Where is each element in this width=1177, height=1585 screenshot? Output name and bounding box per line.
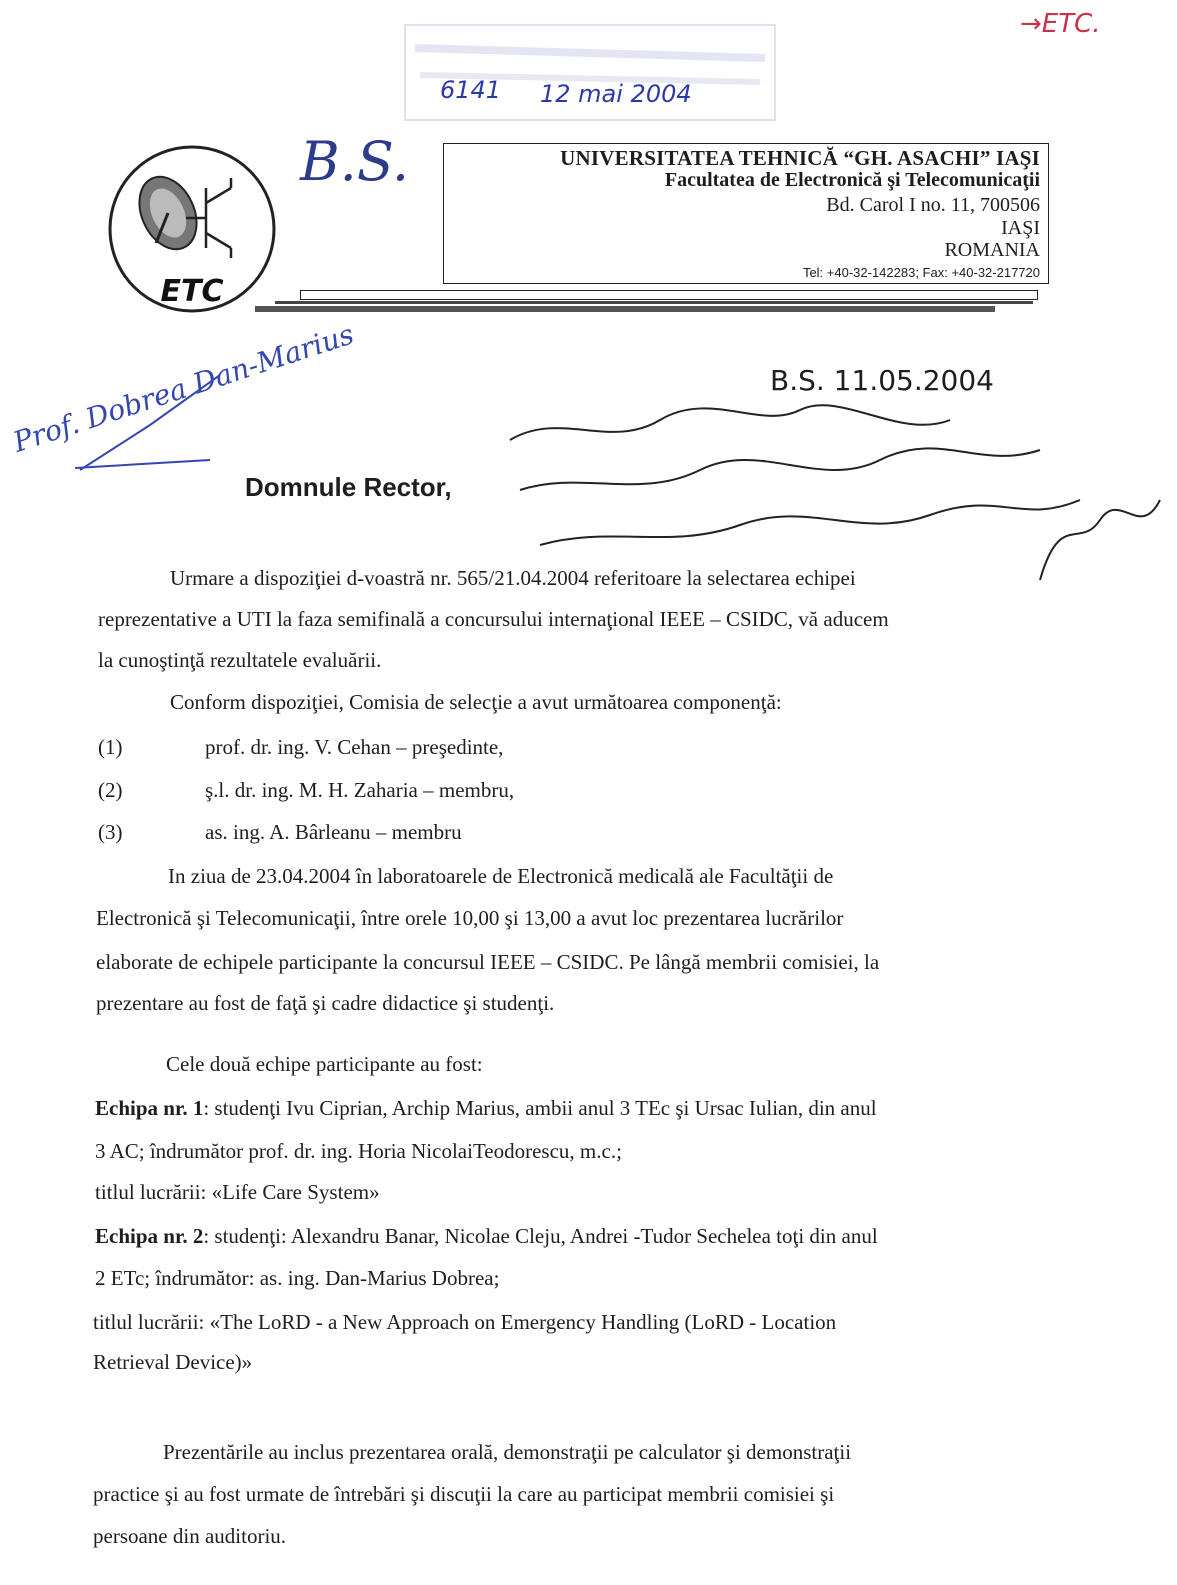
team1-label: Echipa nr. 1 bbox=[95, 1096, 204, 1120]
handwritten-corner-mark bbox=[1010, 0, 1150, 45]
p3-line: prezentare au fost de faţă şi cadre didactice şi studenţi. bbox=[96, 991, 555, 1015]
team2-students: : studenţi: Alexandru Banar, Nicolae Cleju, Andrei -Tudor Sechelea toţi din anul bbox=[203, 1224, 878, 1248]
p1-line: Urmare a dispoziţiei d-voastră nr. 565/21.04.2004 referitoare la selectarea echipei bbox=[170, 566, 856, 590]
list-item: as. ing. A. Bârleanu – membru bbox=[205, 820, 462, 844]
team1-title: titlul lucrării: «Life Care System» bbox=[95, 1180, 380, 1204]
letterhead bbox=[443, 143, 1049, 284]
team2-title-cont: Retrieval Device)» bbox=[93, 1350, 253, 1374]
paragraph-2: Conform dispoziţiei, Comisia de selecţie a avut următoarea componenţă: bbox=[170, 690, 782, 714]
team2-title: titlul lucrării: «The LoRD - a New Approach on Emergency Handling (LoRD - Location bbox=[93, 1310, 837, 1334]
list-number: (3) bbox=[98, 820, 123, 844]
left-note-text: Prof. Dobrea Dan-Marius bbox=[9, 317, 358, 459]
p5-line: practice şi au fost urmate de întrebări şi discuţii la care au participat membrii comisiei şi bbox=[93, 1482, 835, 1506]
stamp-number: 6141 bbox=[440, 76, 502, 104]
salutation: Domnule Rector, bbox=[245, 472, 452, 502]
team1-students: : studenţi Ivu Ciprian, Archip Marius, ambii anul 3 TEc şi Ursac Iulian, din anul bbox=[203, 1096, 877, 1120]
logo-text: ETC bbox=[160, 274, 224, 309]
p3-line: elaborate de echipele participante la concursul IEEE – CSIDC. Pe lângă membrii comisiei, la bbox=[96, 950, 880, 974]
stamp-date: 12 mai 2004 bbox=[540, 80, 692, 108]
resolution-date: B.S. 11.05.2004 bbox=[770, 364, 994, 397]
p3-line: Electronică şi Telecomunicaţii, între orele 10,00 şi 13,00 a avut loc prezentarea lucrărilor bbox=[96, 906, 844, 930]
city-line: IAŞI bbox=[1001, 217, 1040, 239]
p1-line: reprezentative a UTI la faza semifinală a concursului internaţional IEEE – CSIDC, vă aducem bbox=[98, 607, 889, 631]
contact-line: Tel: +40-32-142283; Fax: +40-32-217720 bbox=[802, 265, 1040, 280]
p3-line: In ziua de 23.04.2004 în laboratoarele de Electronică medicală ale Facultăţii de bbox=[168, 864, 834, 888]
paragraph-4: Cele două echipe participante au fost: bbox=[166, 1052, 483, 1076]
list-item: prof. dr. ing. V. Cehan – preşedinte, bbox=[205, 735, 504, 759]
handwritten-initials bbox=[290, 100, 450, 220]
handwritten-left-note bbox=[0, 300, 358, 480]
list-number: (1) bbox=[98, 735, 123, 759]
faculty-logo bbox=[106, 143, 278, 315]
team1-line1 bbox=[95, 1098, 877, 1119]
registration-stamp bbox=[395, 20, 795, 130]
university-name: UNIVERSITATEA TEHNICĂ “GH. ASACHI” IAŞI bbox=[560, 146, 1040, 170]
corner-mark-text: →ETC. bbox=[1020, 9, 1101, 39]
country-line: ROMANIA bbox=[944, 239, 1040, 261]
address-line: Bd. Carol I no. 11, 700506 bbox=[826, 194, 1040, 216]
list-number: (2) bbox=[98, 778, 123, 802]
list-item: ş.l. dr. ing. M. H. Zaharia – membru, bbox=[205, 778, 515, 802]
p5-line: persoane din auditoriu. bbox=[93, 1524, 287, 1548]
initials-text: B.S. bbox=[300, 130, 410, 193]
team2-line1 bbox=[95, 1226, 878, 1247]
p5-line: Prezentările au inclus prezentarea orală, demonstraţii pe calculator şi demonstraţii bbox=[163, 1440, 852, 1464]
team2-label: Echipa nr. 2 bbox=[95, 1224, 204, 1248]
handwritten-resolution bbox=[500, 350, 1177, 600]
team2-line2: 2 ETc; îndrumător: as. ing. Dan-Marius Dobrea; bbox=[95, 1266, 500, 1290]
faculty-name: Facultatea de Electronică şi Telecomunicaţii bbox=[664, 169, 1040, 191]
p1-line: la cunoştinţă rezultatele evaluării. bbox=[98, 648, 382, 672]
team1-line2: 3 AC; îndrumător prof. dr. ing. Horia NicolaiTeodorescu, m.c.; bbox=[95, 1139, 622, 1163]
